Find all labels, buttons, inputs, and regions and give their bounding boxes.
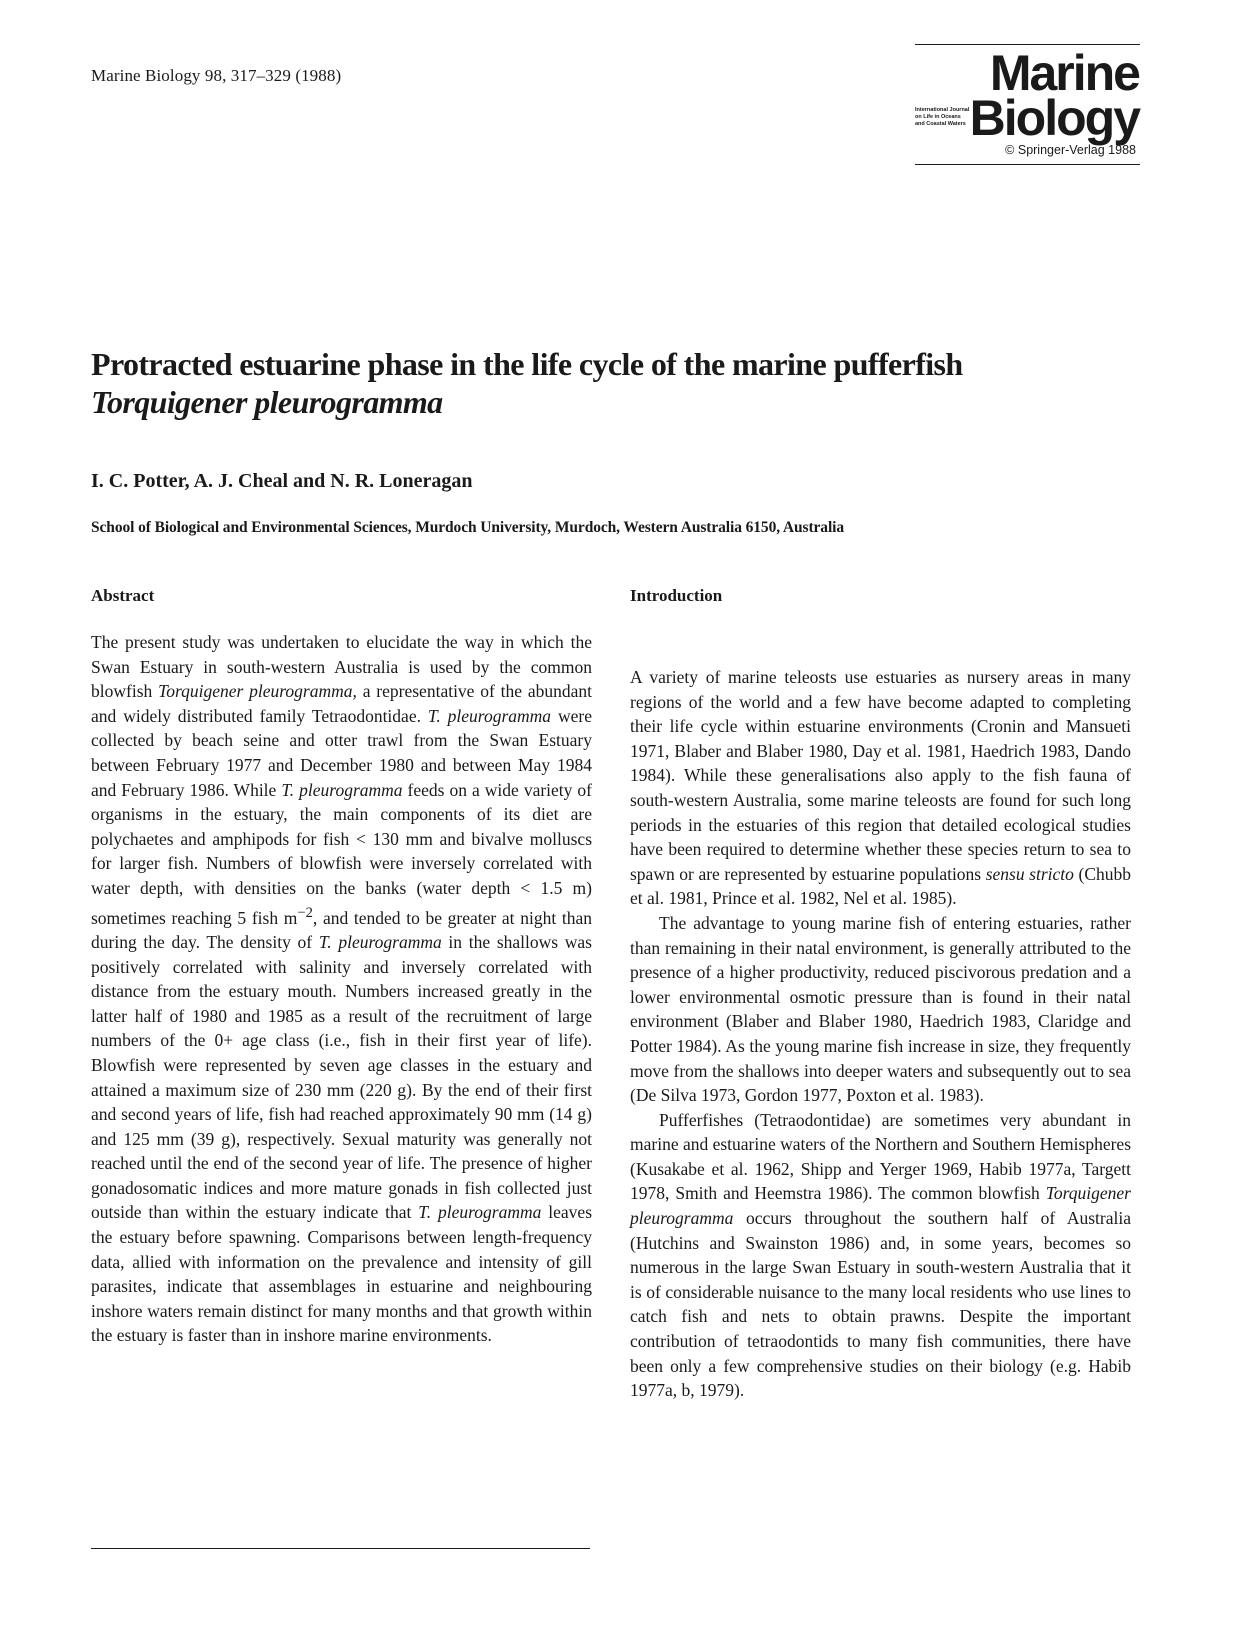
latin-term: sensu stricto — [985, 863, 1074, 884]
logo-tagline-line: International Journal — [915, 107, 970, 113]
abstract-text-run: in the shallows was positively correlated with salinity and inversely correlated with distance from the estuary mouth. Numbers increased greatly in the latter half of 1980 and 1985 as a result of the recruitment of large numbers of the 0+ age class (i.e., fish in their first year of life). Blowfish were represented by seven age classes in the estuary and attained a maximum size of 230 mm (220 g). By the end of their first and second years of life, fish had reached approximately 90 mm (14 g) and 125 mm (39 g), respectively. Sexual maturity was generally not reached until the end of the second year of life. The presence of higher gonadosomatic indices and more mature gonads in fish collected just outside than within the estuary indicate that — [91, 931, 592, 1223]
intro-text-run: A variety of marine teleosts use estuaries as nursery areas in many regions of the world and a few have become adapted to completing their life cycle within estuarine environments (Cronin and Mansueti 1971, Blaber and Blaber 1980, Day et al. 1981, Haedrich 1983, Dando 1984). While these generalisations also apply to the fish fauna of south-western Australia, some marine teleosts are found for such long periods in the estuaries of this region that detailed ecological studies have been required to determine whether these species return to sea to spawn or are represented by estuarine populations — [630, 667, 1131, 884]
species-name: Torquigener pleurogramma — [630, 1183, 1131, 1229]
introduction-paragraph: The advantage to young marine fish of entering estuaries, rather than remaining in their natal environment, is generally attributed to the presence of a higher productivity, reduced piscivorous predation and a lower environmental osmotic pressure than is found in their natal environment (Blaber and Blaber 1980, Haedrich 1983, Claridge and Potter 1984). As the young marine fish increase in size, they frequently move from the shallows into deeper waters and subsequently out to sea (De Silva 1973, Gordon 1977, Poxton et al. 1983). — [630, 912, 1131, 1106]
abstract-text-run: were collected by beach seine and otter trawl from the Swan Estuary between February 1977 and December 1980 and between May 1984 and February 1986. While — [91, 705, 592, 800]
logo-bottom-rule — [915, 164, 1140, 165]
logo-word-biology: Biology — [969, 90, 1139, 146]
logo-tagline-line: and Coastal Waters — [915, 121, 966, 127]
author-affiliation: School of Biological and Environmental Sciences, Murdoch University, Murdoch, Western Australia 6150, Australia — [91, 519, 845, 536]
author-list: I. C. Potter, A. J. Cheal and N. R. Loneragan — [91, 470, 473, 492]
abstract-text-run: a representative of the abundant and widely distributed family Tetraodontidae. — [91, 681, 593, 726]
article-title-main: Protracted estuarine phase in the life cycle of the marine pufferfish — [91, 346, 963, 382]
abstract-body — [91, 630, 592, 1348]
abstract-text-run: , and tended to be greater at night than during the day. The density of — [91, 907, 592, 952]
abstract-text-run: leaves the estuary before spawning. Comparisons between length-frequency data, allied with information on the prevalence and intensity of gill parasites, indicate that assemblages in estuarine and neighbouring inshore waters remain distinct for many months and that growth within the estuary is faster than in inshore marine environments. — [91, 1202, 593, 1346]
footnote-rule — [91, 1548, 590, 1549]
logo-tagline — [915, 107, 969, 128]
copyright-notice: © Springer-Verlag 1988 — [1005, 143, 1136, 157]
article-title-species: Torquigener pleurogramma — [91, 384, 443, 420]
logo-word-marine: Marine — [989, 45, 1139, 101]
introduction-body — [630, 665, 1131, 1403]
abstract-heading: Abstract — [91, 586, 155, 605]
introduction-paragraph — [630, 665, 1131, 911]
species-name: T. pleurogramma — [418, 1202, 542, 1223]
logo-tagline-line: on Life in Oceans — [915, 114, 961, 120]
abstract-paragraph — [91, 630, 592, 1348]
introduction-paragraph — [630, 1108, 1131, 1403]
intro-text-run: (Chubb et al. 1981, Prince et al. 1982, Nel et al. 1985). — [630, 863, 1131, 909]
exponent: −2 — [297, 904, 313, 921]
journal-logo — [915, 40, 1140, 168]
species-name: Torquigener pleurogramma, — [158, 681, 357, 702]
article-title — [91, 345, 1151, 421]
journal-citation: Marine Biology 98, 317–329 (1988) — [91, 66, 342, 85]
intro-text-run: occurs throughout the southern half of Australia (Hutchins and Swainston 1986) and, in some years, becomes so numerous in the large Swan Estuary in south-western Australia that it is of considerable nuisance to the many local residents who use lines to catch fish and nets to obtain prawns. Despite the important contribution of tetraodontids to many fish communities, there have been only a few comprehensive studies on their biology (e.g. Habib 1977a, b, 1979). — [630, 1208, 1131, 1401]
introduction-heading: Introduction — [630, 586, 723, 605]
species-name: T. pleurogramma — [427, 705, 552, 726]
species-name: T. pleurogramma — [281, 779, 403, 800]
abstract-text-run: feeds on a wide variety of organisms in the estuary, the main components of its diet are polychaetes and amphipods for fish < 130 mm and bivalve molluscs for larger fish. Numbers of blowfish were inversely correlated with water depth, with densities on the banks (water depth < 1.5 m) sometimes reaching 5 fish m — [91, 779, 592, 928]
abstract-text-run: The present study was undertaken to elucidate the way in which the Swan Estuary in south-western Australia is used by the common blowfish — [91, 632, 592, 702]
species-name: T. pleurogramma — [318, 931, 442, 952]
intro-text-run: Pufferfishes (Tetraodontidae) are sometimes very abundant in marine and estuarine waters of the Northern and Southern Hemispheres (Kusakabe et al. 1962, Shipp and Yerger 1969, Habib 1977a, Targett 1978, Smith and Heemstra 1986). The common blowfish — [630, 1109, 1132, 1204]
